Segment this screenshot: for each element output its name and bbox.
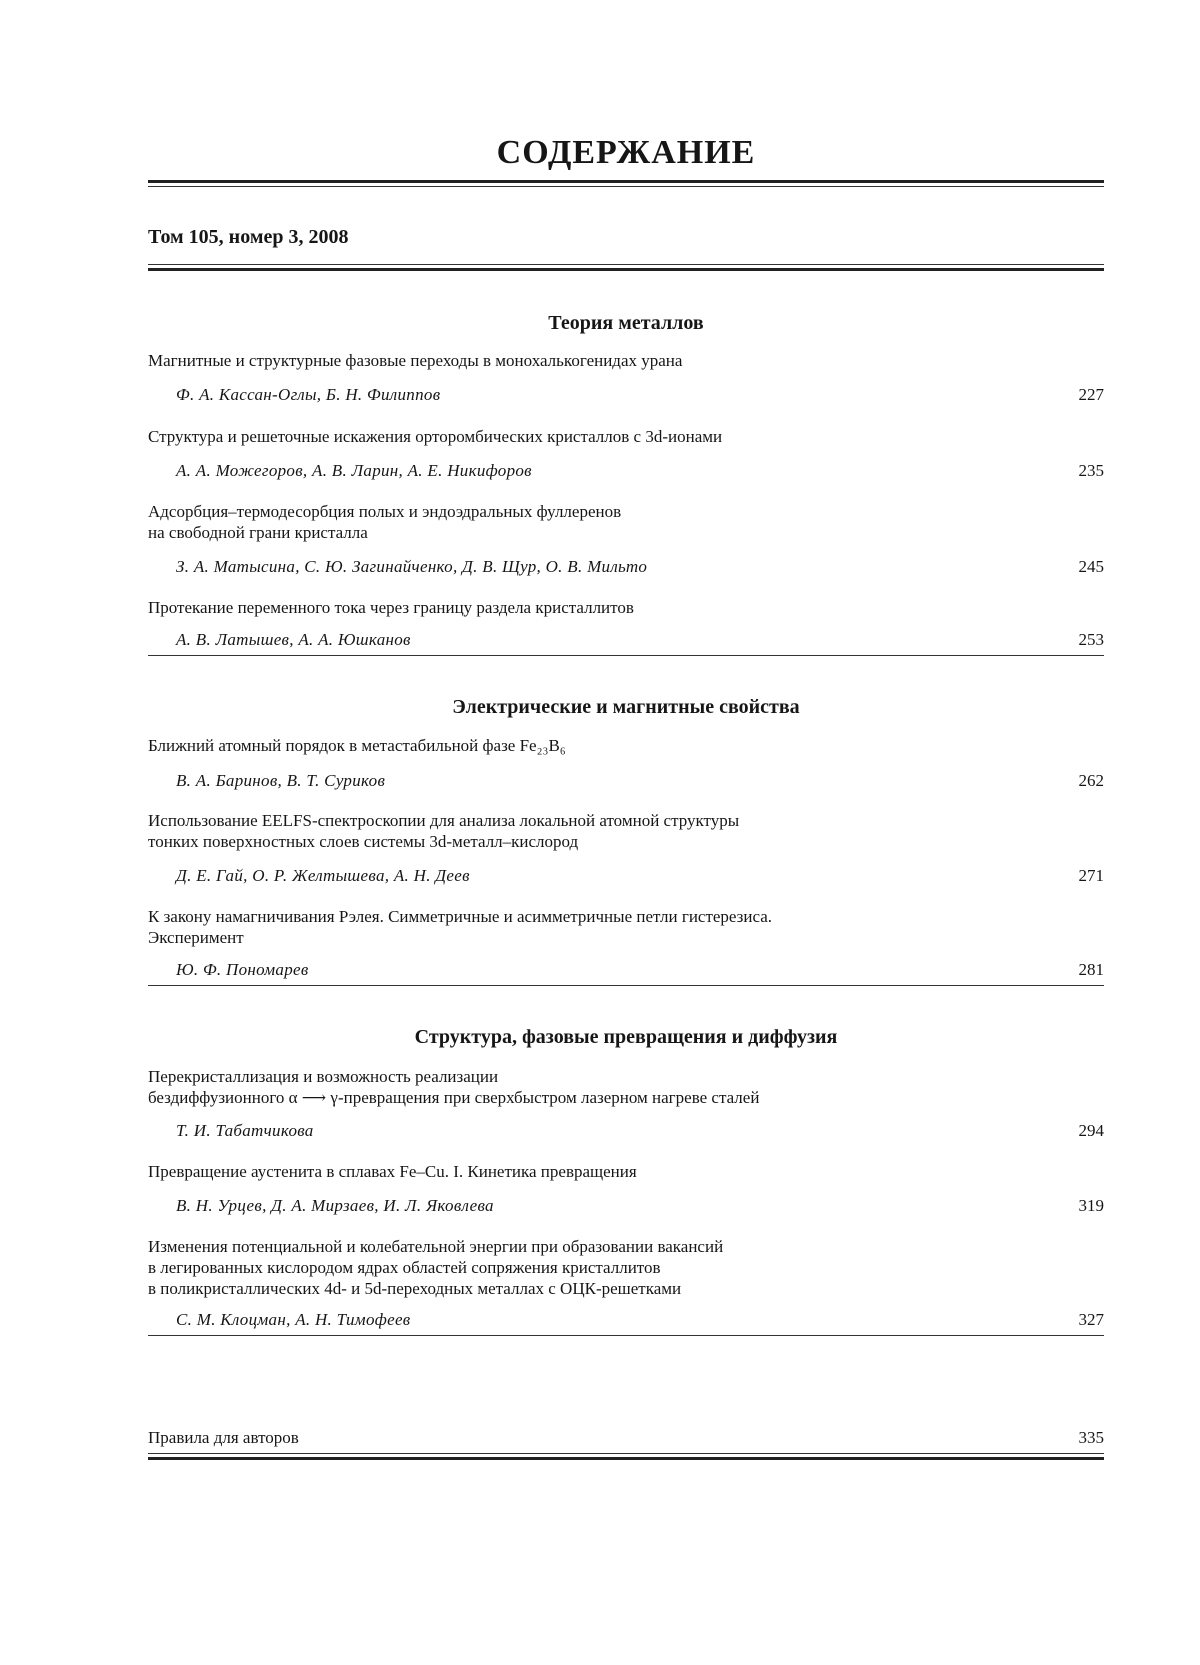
article-title: Изменения потенциальной и колебательной энергии при образовании вакансий в легированных кислородом ядрах областей сопряжения кристаллитов в поликристаллических 4d- и 5d-переходных металлах с ОЦК-решетками bbox=[148, 1237, 724, 1298]
article-title: Структура и решеточные искажения орторомбических кристаллов с 3d-ионами bbox=[148, 427, 723, 446]
article-authors: А. А. Можегоров, А. В. Ларин, А. Е. Никифоров bbox=[176, 461, 532, 480]
article-authors: Ф. А. Кассан-Оглы, Б. Н. Филиппов bbox=[176, 385, 441, 404]
article-page-number: 281 bbox=[1078, 960, 1104, 979]
article-title: Перекристаллизация и возможность реализации бездиффузионного α ⟶ γ-превращения при сверхбыстром лазерном нагреве сталей bbox=[148, 1067, 760, 1107]
article-page-number: 227 bbox=[1078, 385, 1104, 404]
volume-rule-thick bbox=[148, 268, 1104, 271]
bottom-rule-thin bbox=[148, 1453, 1104, 1454]
article-authors: Ю. Ф. Пономарев bbox=[176, 960, 309, 979]
article-page-number: 271 bbox=[1078, 866, 1104, 885]
article-page-number: 294 bbox=[1078, 1121, 1104, 1140]
article-authors: А. В. Латышев, А. А. Юшканов bbox=[176, 630, 411, 649]
article-authors: С. М. Клоцман, А. Н. Тимофеев bbox=[176, 1310, 411, 1329]
article-title: Адсорбция–термодесорбция полых и эндоэдральных фуллеренов на свободной грани кристалла bbox=[148, 502, 622, 542]
article-title: Магнитные и структурные фазовые переходы в монохалькогенидах урана bbox=[148, 351, 683, 370]
authors-rules-label: Правила для авторов bbox=[148, 1428, 299, 1447]
article-authors: В. А. Баринов, В. Т. Суриков bbox=[176, 771, 386, 790]
bottom-rule-thick bbox=[148, 1457, 1104, 1460]
title-rule-thin bbox=[148, 186, 1104, 187]
page-title: СОДЕРЖАНИЕ bbox=[496, 134, 756, 171]
article-title: Ближний атомный порядок в метастабильной фазе Fe₂₃B₆ bbox=[148, 736, 566, 755]
article-authors: З. А. Матысина, С. Ю. Загинайченко, Д. В. Щур, О. В. Мильто bbox=[176, 557, 648, 576]
article-title: Превращение аустенита в сплавах Fe–Cu. I. Кинетика превращения bbox=[148, 1162, 637, 1181]
article-page-number: 253 bbox=[1078, 630, 1104, 649]
article-title: Протекание переменного тока через границу раздела кристаллитов bbox=[148, 598, 634, 617]
article-title: К закону намагничивания Рэлея. Симметричные и асимметричные петли гистерезиса. Эксперимент bbox=[148, 907, 773, 947]
section-end-rule bbox=[148, 1335, 1104, 1336]
authors-rules-page-number: 335 bbox=[1078, 1428, 1104, 1447]
article-authors: Д. Е. Гай, О. Р. Желтышева, А. Н. Деев bbox=[176, 866, 470, 885]
volume-rule-thin bbox=[148, 264, 1104, 265]
section-heading: Структура, фазовые превращения и диффузия bbox=[414, 1026, 838, 1048]
title-rule-thick bbox=[148, 180, 1104, 183]
article-page-number: 262 bbox=[1078, 771, 1104, 790]
section-heading: Теория металлов bbox=[548, 312, 704, 334]
section-end-rule bbox=[148, 655, 1104, 656]
article-authors: В. Н. Урцев, Д. А. Мирзаев, И. Л. Яковлева bbox=[176, 1196, 494, 1215]
article-page-number: 319 bbox=[1078, 1196, 1104, 1215]
contents-page bbox=[148, 0, 1104, 1665]
article-title: Использование EELFS-спектроскопии для анализа локальной атомной структуры тонких поверхностных слоев системы 3d-металл–кислород bbox=[148, 811, 740, 851]
article-page-number: 235 bbox=[1078, 461, 1104, 480]
article-page-number: 327 bbox=[1078, 1310, 1104, 1329]
section-heading: Электрические и магнитные свойства bbox=[452, 696, 800, 718]
article-authors: Т. И. Табатчикова bbox=[176, 1121, 314, 1140]
volume-info: Том 105, номер 3, 2008 bbox=[148, 226, 349, 248]
article-page-number: 245 bbox=[1078, 557, 1104, 576]
section-end-rule bbox=[148, 985, 1104, 986]
